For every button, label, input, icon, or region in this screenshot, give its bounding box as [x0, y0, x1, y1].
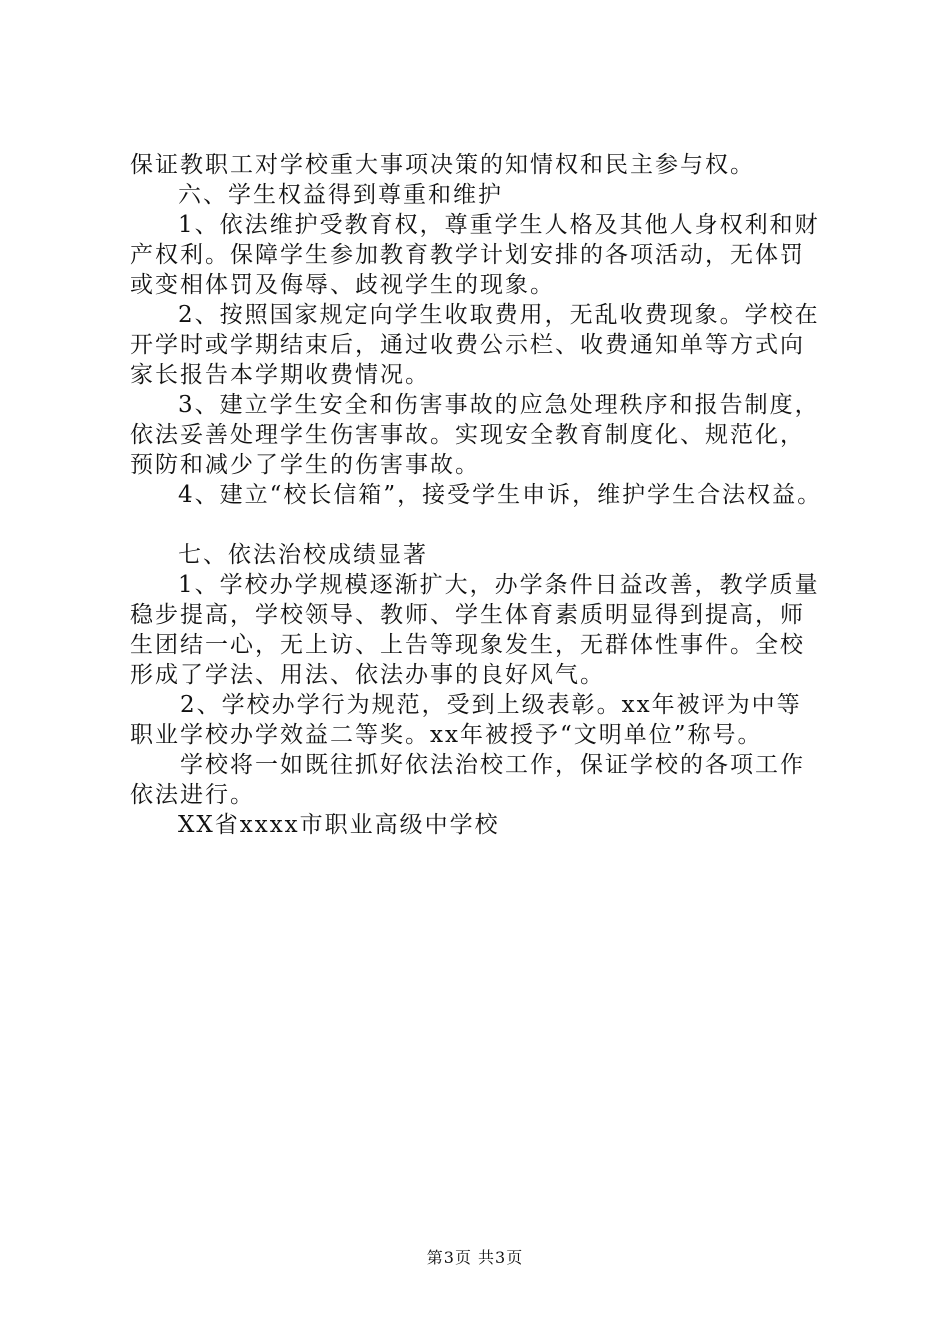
text-line: 保证教职工对学校重大事项决策的知情权和民主参与权。	[130, 152, 755, 178]
text-line: 学校将一如既往抓好依法治校工作，保证学校的各项工作	[180, 752, 805, 778]
text-line: 产权利。保障学生参加教育教学计划安排的各项活动，无体罚	[130, 242, 805, 268]
document-body	[130, 150, 850, 840]
text-line: 依法进行。	[130, 782, 255, 808]
text-line: 1、学校办学规模逐渐扩大，办学条件日益改善，教学质量	[178, 572, 820, 598]
text-line: 形成了学法、用法、依法办事的良好风气。	[130, 662, 605, 688]
text-line: 职业学校办学效益二等奖。xx年被授予“文明单位”称号。	[130, 722, 763, 748]
page-number-footer: 第3页 共3页	[426, 1248, 524, 1267]
text-line: 预防和减少了学生的伤害事故。	[130, 452, 480, 478]
text-line: 2、学校办学行为规范，受到上级表彰。xx年被评为中等	[180, 692, 802, 718]
text-line: 3、建立学生安全和伤害事故的应急处理秩序和报告制度，	[178, 392, 820, 418]
text-line: 2、按照国家规定向学生收取费用，无乱收费现象。学校在	[178, 302, 820, 328]
text-line: 稳步提高，学校领导、教师、学生体育素质明显得到提高，师	[130, 602, 805, 628]
text-line: 生团结一心，无上访、上告等现象发生，无群体性事件。全校	[130, 632, 805, 658]
text-line: 或变相体罚及侮辱、歧视学生的现象。	[130, 272, 555, 298]
signature-line: XX省xxxx市职业高级中学校	[178, 812, 500, 838]
text-line: 4、建立“校长信箱”，接受学生申诉，维护学生合法权益。	[178, 482, 823, 508]
text-line: 依法妥善处理学生伤害事故。实现安全教育制度化、规范化，	[130, 422, 805, 448]
text-line: 1、依法维护受教育权，尊重学生人格及其他人身权利和财	[178, 212, 820, 238]
paragraph-gap	[130, 510, 850, 540]
text-line: 开学时或学期结束后，通过收费公示栏、收费通知单等方式向	[130, 332, 805, 358]
section-heading-6: 六、学生权益得到尊重和维护	[178, 182, 503, 208]
text-line: 家长报告本学期收费情况。	[130, 362, 430, 388]
section-heading-7: 七、依法治校成绩显著	[178, 542, 428, 568]
